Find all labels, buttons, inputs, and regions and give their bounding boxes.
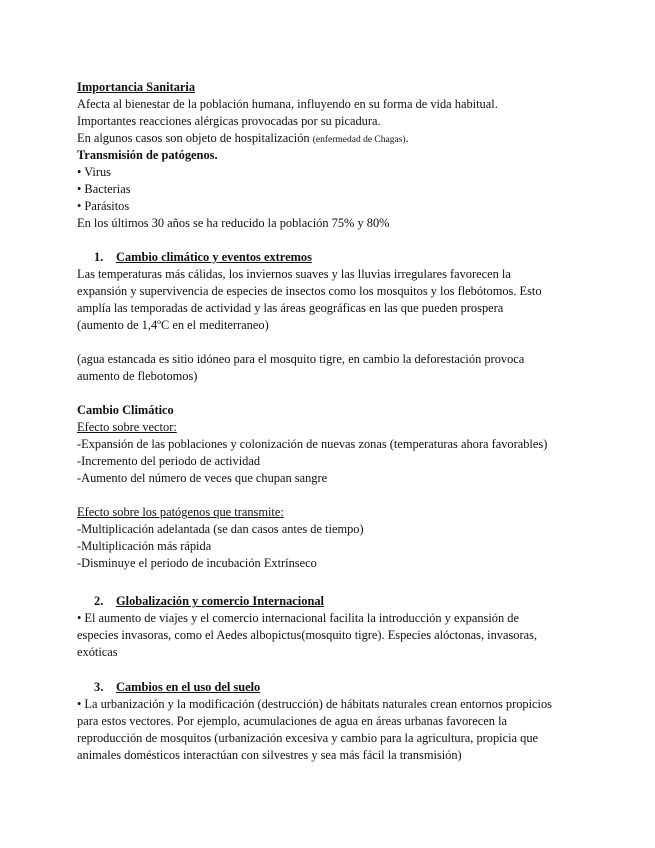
- text-line: aumento de flebotomos): [77, 369, 198, 383]
- section-heading-importancia: Importancia Sanitaria: [77, 80, 196, 94]
- list-item: -Disminuye el periodo de incubación Extrínseco: [77, 556, 317, 570]
- heading-title: Cambios en el uso del suelo: [116, 680, 261, 694]
- vector-effect-heading: Efecto sobre vector:: [77, 420, 177, 434]
- list-item: -Multiplicación más rápida: [77, 539, 212, 553]
- list-item: -Incremento del periodo de actividad: [77, 454, 261, 468]
- text-line: (agua estancada es sitio idóneo para el mosquito tigre, en cambio la deforestación provoca: [77, 352, 525, 366]
- heading-title: Globalización y comercio Internacional: [116, 594, 324, 608]
- text-line: para estos vectores. Por ejemplo, acumulaciones de agua en áreas urbanas favorecen la: [77, 714, 508, 728]
- hosp-note: (enfermedad de Chagas): [312, 135, 406, 145]
- text-line: amplía las temporadas de actividad y las áreas geográficas en las que pueden prospera: [77, 301, 504, 315]
- list-item: -Multiplicación adelantada (se dan casos antes de tiempo): [77, 522, 364, 536]
- reduction-text: En los últimos 30 años se ha reducido la población 75% y 80%: [77, 216, 390, 230]
- climate-heading: [94, 249, 312, 266]
- climate-change-heading: Cambio Climático: [77, 403, 174, 417]
- text-line: Importantes reacciones alérgicas provocadas por su picadura.: [77, 114, 381, 128]
- heading-title: Cambio climático y eventos extremos: [116, 250, 312, 264]
- text-line: • El aumento de viajes y el comercio internacional facilita la introducción y expansión de: [77, 611, 519, 625]
- hosp-end: .: [405, 131, 409, 145]
- pathogen-effect-heading: Efecto sobre los patógenos que transmite:: [77, 505, 284, 519]
- text-line: especies invasoras, como el Aedes albopictus(mosquito tigre). Especies alóctonas, invasoras,: [77, 628, 538, 642]
- bullet-item: • Bacterias: [77, 182, 131, 196]
- heading-number: 1.: [94, 250, 104, 264]
- bullet-item: • Virus: [77, 165, 112, 179]
- text-line: (aumento de 1,4ºC en el mediterraneo): [77, 318, 269, 332]
- list-item: -Aumento del número de veces que chupan sangre: [77, 471, 328, 485]
- text-line: Las temperaturas más cálidas, los inviernos suaves y las lluvias irregulares favorecen la: [77, 267, 511, 281]
- list-item: -Expansión de las poblaciones y colonización de nuevas zonas (temperaturas ahora favorables): [77, 437, 548, 451]
- heading-number: 3.: [94, 680, 104, 694]
- bullet-item: • Parásitos: [77, 199, 130, 213]
- globalization-heading: [94, 593, 324, 610]
- text-line: exóticas: [77, 645, 118, 659]
- text-line: reproducción de mosquitos (urbanización excesiva y cambio para la agricultura, propicia que: [77, 731, 539, 745]
- text-line: Afecta al bienestar de la población humana, influyendo en su forma de vida habitual.: [77, 97, 498, 111]
- hosp-main: En algunos casos son objeto de hospitalización: [77, 131, 313, 145]
- land-use-heading: [94, 679, 260, 696]
- text-line: • La urbanización y la modificación (destrucción) de hábitats naturales crean entornos propicios: [77, 697, 553, 711]
- text-line: expansión y supervivencia de especies de insectos como los mosquitos y los flebótomos. Esto: [77, 284, 542, 298]
- text-line: animales domésticos interactúan con silvestres y sea más fácil la transmisión): [77, 748, 462, 762]
- heading-number: 2.: [94, 594, 104, 608]
- transmission-heading: Transmisión de patógenos.: [77, 148, 218, 162]
